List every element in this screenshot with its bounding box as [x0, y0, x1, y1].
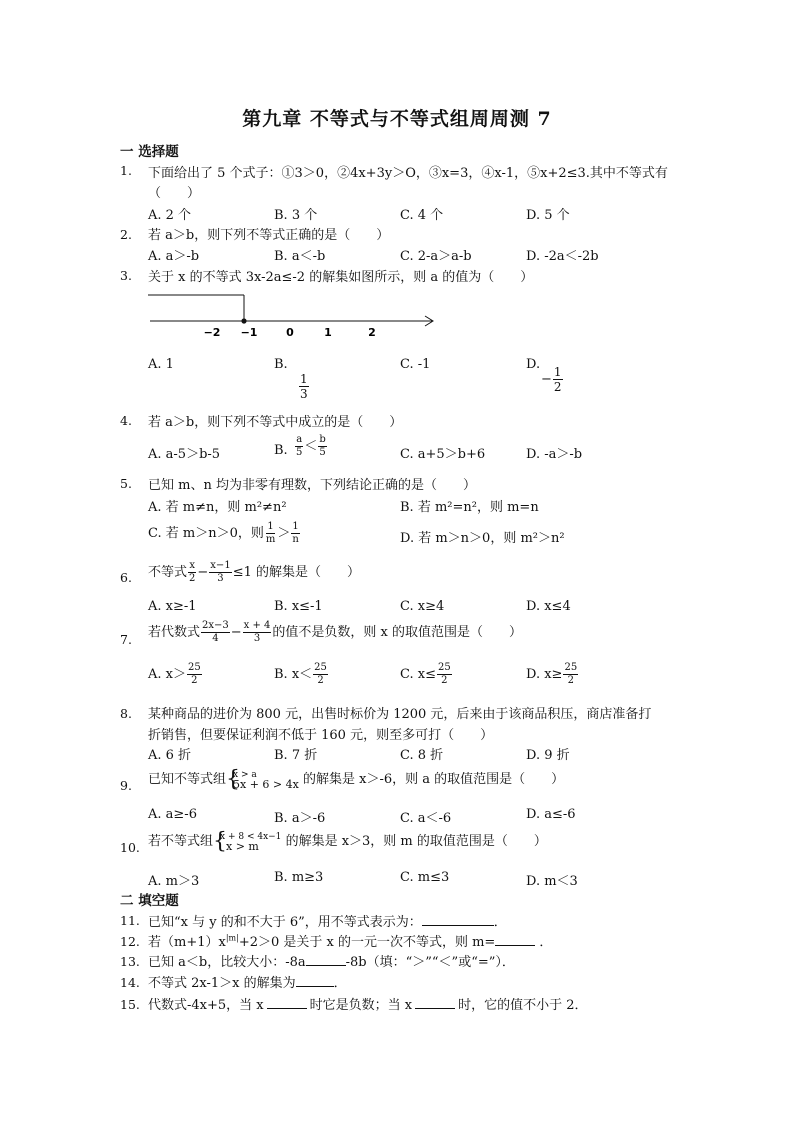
q14-number: 14.: [120, 975, 140, 990]
q7-b-num: 25: [314, 662, 327, 673]
q6-f1-num: x: [189, 560, 196, 571]
q5-text: 已知 m、n 均为非零有理数，下列结论正确的是（ ）: [148, 478, 476, 493]
q7-number: 7.: [120, 632, 132, 647]
q15-answer-blank-1[interactable]: [267, 1008, 307, 1009]
q8-line1: 某种商品的进价为 800 元，出售时标价为 1200 元，后来由于该商品积压，商店准备打: [148, 707, 652, 722]
q7-stem: [148, 620, 522, 645]
q1-number: 1.: [120, 163, 132, 178]
q5-c-num1: 1: [267, 521, 274, 532]
q10-number: 10.: [120, 840, 140, 855]
q3-text: 关于 x 的不等式 3x-2a≤-2 的解集如图所示，则 a 的值为（ ）: [148, 270, 534, 285]
q9-option-d: D. a≤-6: [526, 807, 576, 822]
q11-text: 已知“x 与 y 的和不大于 6”，用不等式表示为：: [148, 915, 422, 930]
q6-minus: −: [197, 565, 209, 580]
q4-option-b-expr: [294, 434, 328, 459]
q6-option-a: A. x≥-1: [148, 599, 197, 614]
q1-option-c: C. 4 个: [400, 208, 444, 223]
q5-c-relation: ＞: [277, 526, 291, 541]
q5-number: 5.: [120, 476, 132, 491]
q8-option-b: B. 7 折: [274, 748, 318, 763]
q7-minus: −: [230, 625, 242, 640]
q12-answer-blank[interactable]: [495, 945, 535, 946]
q7-c-num: 25: [437, 662, 451, 673]
q6-f2-den: 3: [217, 573, 224, 584]
q4-option-b: B.: [274, 443, 288, 458]
q9-suffix: 的解集是 x＞-6，则 a 的取值范围是（ ）: [302, 772, 565, 787]
q5-option-c: [148, 521, 301, 546]
q13-answer-blank[interactable]: [306, 965, 346, 966]
q12-number: 12.: [120, 934, 140, 949]
q1-text: 下面给出了 5 个式子：①3＞0，②4x+3y＞O，③x=3，④x-1，⑤x+2≤3.其中不等式有: [148, 166, 668, 181]
q13-number: 13.: [120, 954, 140, 969]
q7-f1-num: 2x−3: [202, 620, 229, 631]
q12-suffix: +2＞0 是关于 x 的一元一次不等式，则 m=: [238, 935, 496, 950]
q3-tick-label-1: 1: [324, 326, 332, 339]
q1-option-a: A. 2 个: [148, 208, 192, 223]
q3-number-line: [148, 290, 440, 340]
q6-f2-num: x−1: [210, 560, 231, 571]
q3-option-b: B.: [274, 357, 288, 372]
q10-system: [213, 832, 281, 852]
q5-c-den2: n: [292, 534, 299, 545]
q5-c-num2: 1: [292, 521, 299, 532]
q9-ineq1: { x > a: [233, 769, 257, 780]
q7-d-den: 2: [567, 675, 574, 686]
q14-end: ．: [333, 976, 347, 991]
q10-option-a: A. m＞3: [148, 874, 200, 889]
q14-line: [148, 972, 347, 991]
q7-a-den: 2: [191, 675, 198, 686]
q9-ineq2: 5x + 6 > 4x: [233, 777, 299, 791]
q4-b-num1: a: [296, 434, 303, 445]
q7-f2-num: x + 4: [243, 620, 271, 631]
q6-option-b: B. x≤-1: [274, 599, 323, 614]
q12-exponent: |m|: [225, 933, 239, 943]
q2-option-b: B. a＜-b: [274, 249, 326, 264]
q3-option-b-fraction: [298, 372, 310, 401]
q7-d-prefix: D. x≥: [526, 667, 563, 682]
q3-d-denominator: 2: [553, 380, 562, 394]
q14-answer-blank[interactable]: [296, 986, 334, 987]
q7-f1-den: 4: [212, 633, 219, 644]
q1-option-d: D. 5 个: [526, 208, 570, 223]
q5-c-prefix: C. 若 m＞n＞0，则: [148, 526, 264, 541]
q15-answer-blank-2[interactable]: [415, 1008, 455, 1009]
q7-a-prefix: A. x＞: [148, 667, 186, 682]
q13-line: [148, 951, 515, 970]
q5-c-den1: m: [265, 534, 276, 545]
q11-line: [148, 911, 507, 930]
q10-stem: [148, 830, 547, 852]
q6-prefix: 不等式: [148, 565, 188, 580]
q3-tick-label-0: 0: [286, 326, 294, 339]
q10-option-c: C. m≤3: [400, 870, 450, 885]
q7-b-den: 2: [317, 675, 324, 686]
q3-d-numerator: 1: [553, 365, 562, 379]
q4-b-num2: b: [319, 434, 326, 445]
q14-text: 不等式 2x-1＞x 的解集为: [148, 976, 296, 991]
q5-option-b: B. 若 m²=n²，则 m=n: [400, 500, 539, 515]
q6-option-c: C. x≥4: [400, 599, 445, 614]
q8-number: 8.: [120, 706, 132, 721]
q3-tick-label-neg2: −2: [203, 326, 221, 339]
q6-number: 6.: [120, 570, 132, 585]
q4-b-relation: ＜: [304, 439, 318, 454]
q13-suffix: -8b（填：“＞”“＜”或“=”）．: [345, 955, 515, 970]
q7-c-prefix: C. x≤: [400, 667, 436, 682]
q2-number: 2.: [120, 227, 132, 242]
q15-suffix: 时，它的值不小于 2．: [458, 998, 588, 1013]
q3-option-d: D.: [526, 357, 541, 372]
q6-f1-den: 2: [189, 573, 196, 584]
q15-number: 15.: [120, 997, 140, 1012]
q15-middle: 时它是负数；当 x: [309, 998, 413, 1013]
q9-option-c: C. a＜-6: [400, 811, 452, 826]
q3-option-c: C. -1: [400, 357, 431, 372]
q13-prefix: 已知 a＜b，比较大小：-8a: [148, 955, 306, 970]
q9-stem: [148, 768, 564, 790]
q4-option-d: D. -a＞-b: [526, 447, 583, 462]
q3-solid-point: [241, 318, 246, 323]
q4-number: 4.: [120, 413, 132, 428]
q5-option-a: A. 若 m≠n，则 m²≠n²: [148, 500, 287, 515]
q8-option-d: D. 9 折: [526, 748, 570, 763]
q9-prefix: 已知不等式组: [148, 772, 227, 787]
q9-option-a: A. a≥-6: [148, 807, 197, 822]
q7-b-prefix: B. x＜: [274, 667, 313, 682]
q5-option-d: D. 若 m＞n＞0，则 m²＞n²: [400, 531, 565, 546]
q7-suffix: 的值不是负数，则 x 的取值范围是（ ）: [272, 625, 523, 640]
q11-end: ．: [493, 915, 507, 930]
q10-prefix: 若不等式组: [148, 834, 214, 849]
q9-option-b: B. a＞-6: [274, 811, 326, 826]
section-fill-heading: 二 填空题: [120, 893, 179, 909]
q4-text: 若 a＞b，则下列不等式中成立的是（ ）: [148, 415, 403, 430]
q7-option-d: [526, 662, 579, 687]
q2-option-d: D. -2a＜-2b: [526, 249, 599, 264]
q3-d-sign: −: [541, 372, 552, 387]
q8-option-a: A. 6 折: [148, 748, 192, 763]
q8-option-c: C. 8 折: [400, 748, 444, 763]
q6-option-d: D. x≤4: [526, 599, 571, 614]
q15-prefix: 代数式-4x+5，当 x: [148, 998, 264, 1013]
q12-prefix: 若（m+1）x: [148, 935, 226, 950]
q1-paren: （ ）: [148, 186, 201, 201]
q3-tick-label-2: 2: [368, 326, 376, 339]
q12-line: [148, 931, 552, 950]
q4-b-den2: 5: [319, 447, 326, 458]
q3-tick-label-neg1: −1: [240, 326, 258, 339]
q6-suffix: ≤1 的解集是（ ）: [232, 565, 360, 580]
q10-suffix: 的解集是 x＞3，则 m 的取值范围是（ ）: [285, 834, 547, 849]
q3-number: 3.: [120, 268, 132, 283]
q10-option-b: B. m≥3: [274, 870, 324, 885]
q11-answer-blank[interactable]: [422, 925, 494, 926]
q3-b-denominator: 3: [300, 387, 308, 401]
q7-f2-den: 3: [253, 633, 261, 644]
q10-ineq1: { x + 8 < 4x−1: [220, 831, 282, 842]
q1-option-b: B. 3 个: [274, 208, 318, 223]
q7-d-num: 25: [564, 662, 578, 673]
q7-option-c: [400, 662, 453, 687]
page-title: 第九章 不等式与不等式组周周测 7: [242, 108, 552, 130]
q3-option-a: A. 1: [148, 357, 174, 372]
q3-option-d-value: [541, 365, 564, 394]
q12-end: ．: [539, 935, 553, 950]
q9-number: 9.: [120, 778, 132, 793]
q4-option-c: C. a+5＞b+6: [400, 447, 486, 462]
q7-option-b: [274, 662, 329, 687]
q2-option-a: A. a＞-b: [148, 249, 200, 264]
q7-prefix: 若代数式: [148, 625, 201, 640]
q7-c-den: 2: [441, 675, 448, 686]
q10-option-d: D. m＜3: [526, 874, 578, 889]
q3-b-numerator: 1: [300, 372, 308, 386]
q10-ineq2: x > m: [226, 839, 259, 853]
q6-stem: [148, 560, 360, 585]
q11-number: 11.: [120, 913, 140, 928]
q2-option-c: C. 2-a＞a-b: [400, 249, 472, 264]
q4-option-a: A. a-5＞b-5: [148, 447, 221, 462]
q2-text: 若 a＞b，则下列不等式正确的是（ ）: [148, 228, 390, 243]
q7-option-a: [148, 662, 203, 687]
q7-a-num: 25: [188, 662, 201, 673]
section-choice-heading: 一 选择题: [120, 144, 179, 160]
q4-b-den1: 5: [296, 447, 303, 458]
q8-line2: 折销售，但要保证利润不低于 160 元，则至多可打（ ）: [148, 728, 494, 743]
q9-system: [226, 770, 299, 790]
q15-line: [148, 994, 588, 1013]
